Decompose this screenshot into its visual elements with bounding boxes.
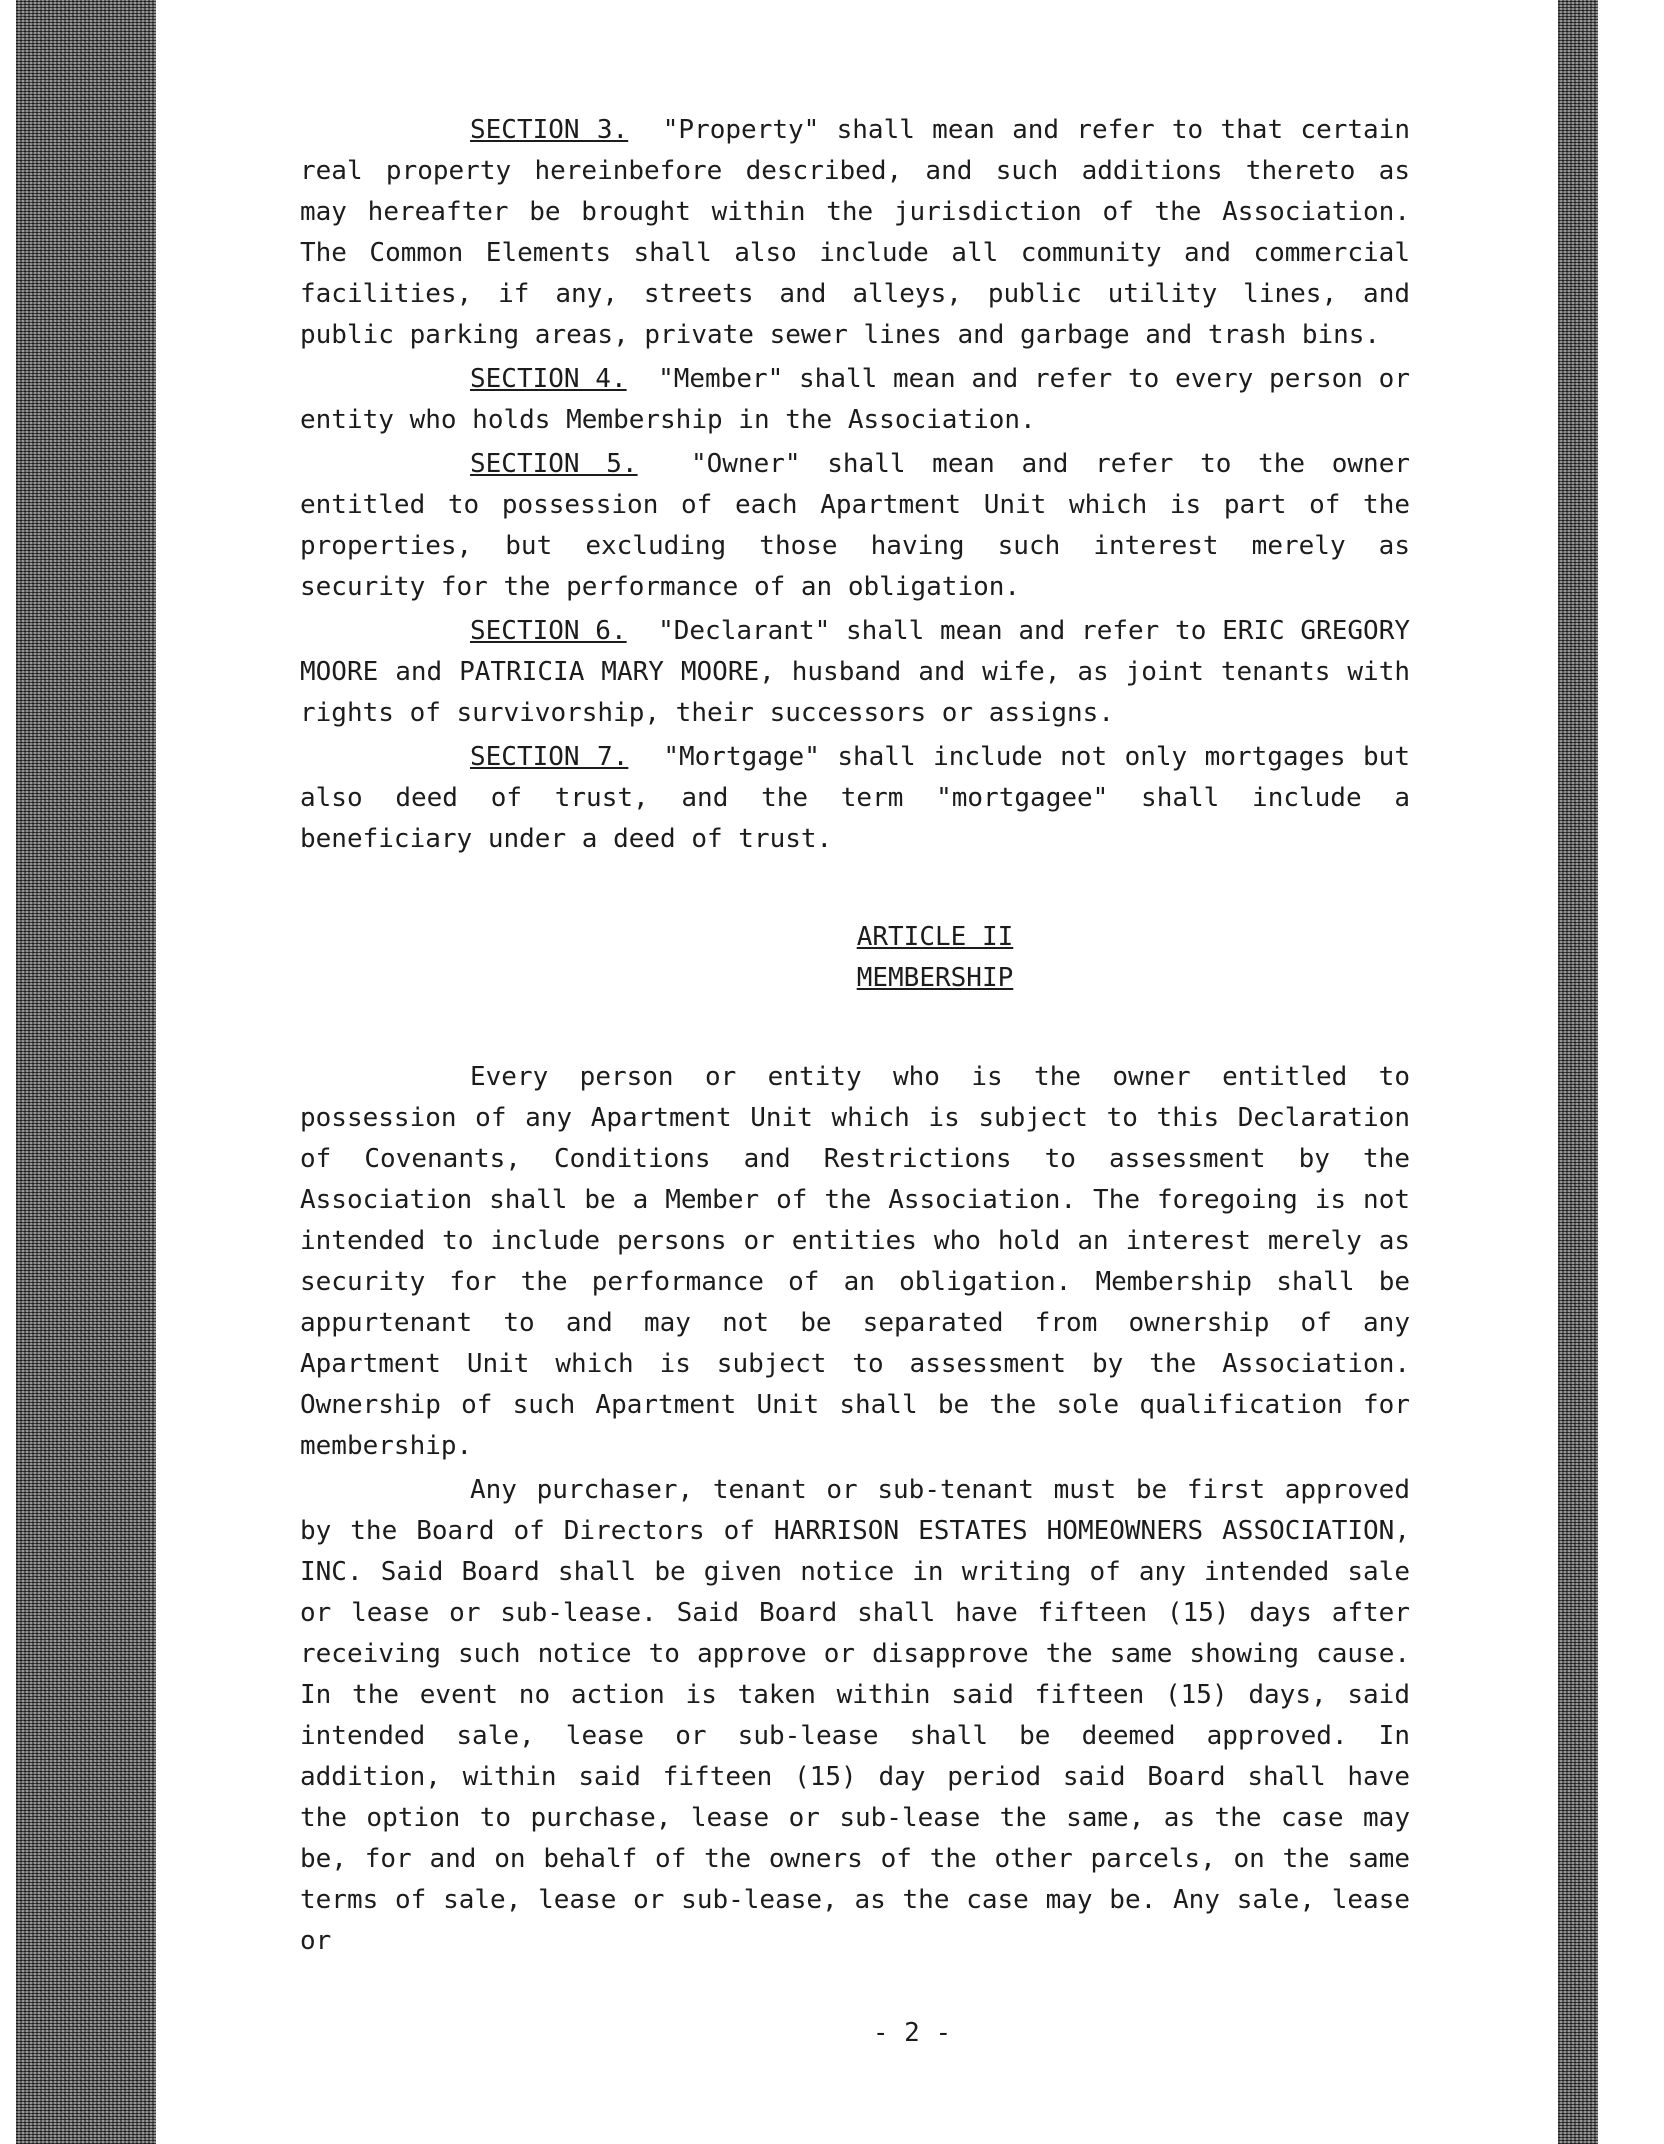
section-6 xyxy=(300,611,1410,734)
section-7-label: SECTION 7. xyxy=(470,742,629,772)
article-paragraph-1-text: Every person or entity who is the owner entitled to possession of any Apartment Unit which is subject to this Declaration of Covenants, Conditions and Restrictions to assessment by the Association shall be a Member of the Association. The foregoing is not intended to include persons or entities who hold an interest merely as security for the performance of an obligation. Membership shall be appurtenant to and may not be separated from ownership of any Apartment Unit which is subject to assessment by the Association. Ownership of such Apartment Unit shall be the sole qualification for membership. xyxy=(300,1062,1410,1461)
section-3-label: SECTION 3. xyxy=(470,115,629,145)
article-paragraph-1 xyxy=(300,1057,1410,1467)
section-5 xyxy=(300,444,1410,608)
section-5-text: "Owner" shall mean and refer to the owner entitled to possession of each Apartment Unit which is part of the properties, but excluding those having such interest merely as security for the performance of an obligation. xyxy=(300,449,1410,602)
article-paragraph-2-text: Any purchaser, tenant or sub-tenant must be first approved by the Board of Directors of HARRISON ESTATES HOMEOWNERS ASSOCIATION, INC. Said Board shall be given notice in writing of any intended sale or lease or sub-lease. Said Board shall have fifteen (15) days after receiving such notice to approve or disapprove the same showing cause. In the event no action is taken within said fifteen (15) days, said intended sale, lease or sub-lease shall be deemed approved. In addition, within said fifteen (15) day period said Board shall have the option to purchase, lease or sub-lease the same, as the case may be, for and on behalf of the owners of the other parcels, on the same terms of sale, lease or sub-lease, as the case may be. Any sale, lease or xyxy=(300,1475,1410,1956)
section-3 xyxy=(300,110,1410,356)
document-page xyxy=(300,110,1410,1965)
section-4-text: "Member" shall mean and refer to every person or entity who holds Membership in the Association. xyxy=(300,364,1410,435)
section-5-label: SECTION 5. xyxy=(470,449,638,479)
article-title: MEMBERSHIP xyxy=(856,963,1014,993)
page-number: - 2 - xyxy=(872,2018,952,2048)
section-4-label: SECTION 4. xyxy=(470,364,627,394)
scan-edge-left xyxy=(16,0,156,2144)
section-7 xyxy=(300,737,1410,860)
section-7-text: "Mortgage" shall include not only mortgages but also deed of trust, and the term "mortgagee" shall include a beneficiary under a deed of trust. xyxy=(300,742,1410,854)
section-3-text: "Property" shall mean and refer to that certain real property hereinbefore described, and such additions thereto as may hereafter be brought within the jurisdiction of the Association. The Common Elements shall also include all community and commercial facilities, if any, streets and alleys, public utility lines, and public parking areas, private sewer lines and garbage and trash bins. xyxy=(300,115,1410,350)
section-6-label: SECTION 6. xyxy=(470,616,627,646)
scan-edge-right xyxy=(1558,0,1598,2144)
section-6-text: "Declarant" shall mean and refer to ERIC GREGORY MOORE and PATRICIA MARY MOORE, husband and wife, as joint tenants with rights of survivorship, their successors or assigns. xyxy=(300,616,1410,728)
article-paragraph-2 xyxy=(300,1470,1410,1962)
article-number: ARTICLE II xyxy=(856,922,1014,952)
section-4 xyxy=(300,359,1410,441)
